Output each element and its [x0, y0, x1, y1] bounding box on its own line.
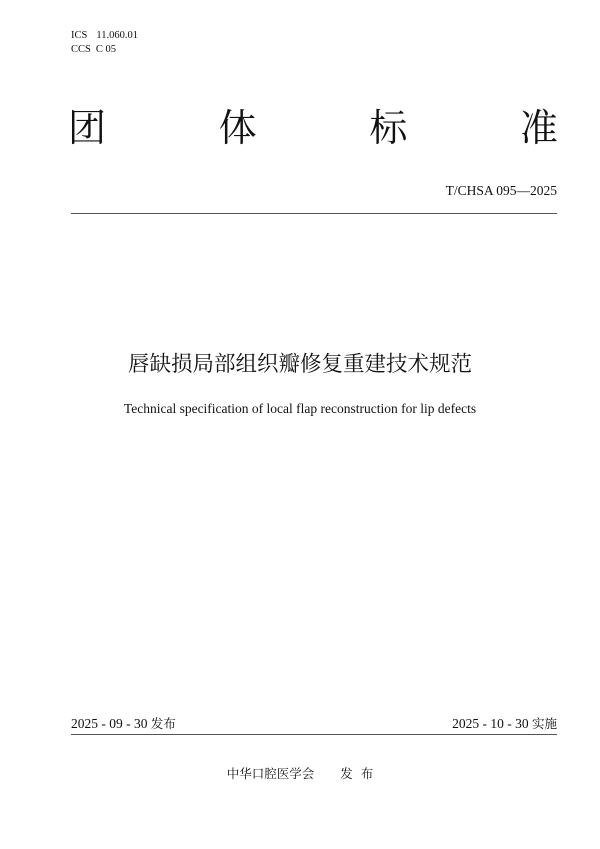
publisher-action-char: 发 [340, 766, 353, 781]
standard-type-char: 标 [369, 106, 408, 150]
implementation-date [452, 716, 557, 732]
standard-code: T/CHSA 095—2025 [445, 183, 557, 198]
title-english: Technical specification of local flap reconstruction for lip defects [123, 401, 477, 416]
top-divider [71, 213, 557, 214]
title-chinese: 唇缺损局部组织瓣修复重建技术规范 [127, 352, 472, 377]
publish-date [71, 716, 176, 732]
standard-type-char: 体 [218, 106, 257, 150]
publish-date-suffix: 发布 [150, 716, 176, 731]
bottom-divider [71, 734, 557, 735]
publisher-action-char: 布 [360, 766, 374, 781]
ics-classification [71, 29, 138, 42]
implementation-date-value: 2025 - 10 - 30 [452, 716, 529, 731]
ccs-value: C 05 [95, 44, 116, 55]
ccs-classification [71, 43, 116, 56]
implementation-date-suffix: 实施 [531, 716, 557, 731]
ics-value: 11.060.01 [96, 30, 138, 41]
standard-type-char: 团 [68, 106, 107, 150]
publisher-line [0, 766, 600, 782]
standard-type-char: 准 [519, 106, 558, 150]
publish-date-value: 2025 - 09 - 30 [71, 716, 148, 731]
ics-label: ICS [71, 30, 88, 41]
publisher-organization: 中华口腔医学会 [226, 766, 315, 781]
standard-type-heading [68, 103, 558, 153]
ccs-label: CCS [71, 44, 91, 55]
